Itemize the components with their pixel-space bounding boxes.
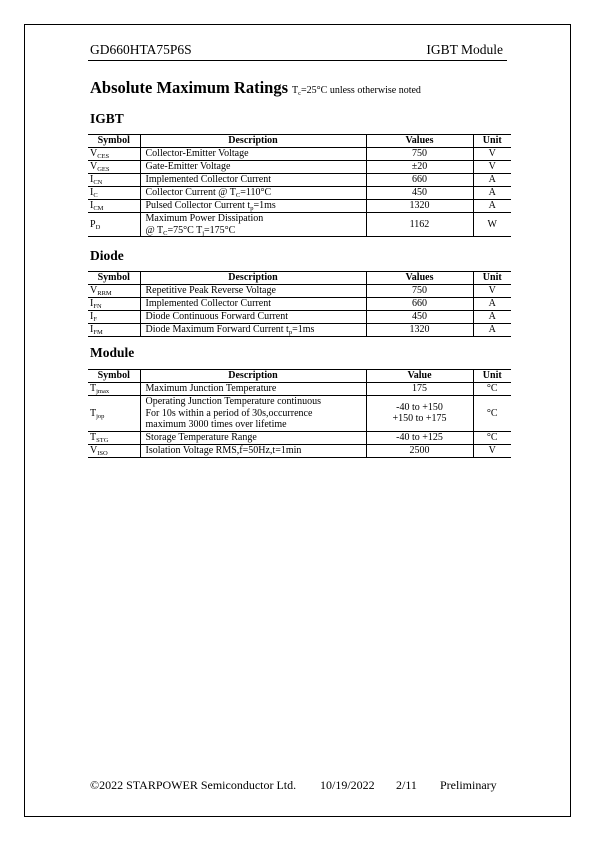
diode-ratings-table (88, 271, 511, 337)
column-header: Symbol (97, 135, 130, 146)
symbol-cell: $T_{jmax}$ (90, 383, 110, 396)
symbol-cell: $I_{FN}$ (90, 298, 102, 311)
value-cell: 1320 (366, 200, 473, 213)
unit-cell: °C (473, 383, 511, 396)
symbol-cell: $I_{CN}$ (90, 174, 103, 187)
symbol-cell: $I_{FM}$ (90, 324, 103, 337)
section-heading-module: Module (90, 345, 135, 360)
section-heading-igbt: IGBT (90, 111, 124, 126)
value-cell: 660 (366, 298, 473, 311)
table-row (88, 396, 511, 432)
module-ratings-table (88, 369, 511, 458)
unit-cell: W (473, 213, 511, 237)
table-row (88, 200, 511, 213)
value-cell: -40 to +150 +150 to +175 (366, 396, 473, 432)
table-row (88, 285, 511, 298)
table-row (88, 324, 511, 337)
description-cell: Storage Temperature Range (140, 431, 366, 444)
unit-cell: A (473, 298, 511, 311)
table-row (88, 174, 511, 187)
column-header: Value (366, 370, 473, 383)
description-cell: Isolation Voltage RMS,f=50Hz,t=1min (140, 444, 366, 457)
table-header-row (88, 272, 511, 285)
value-cell: 450 (366, 187, 473, 200)
value-cell: 175 (366, 383, 473, 396)
table-row (88, 298, 511, 311)
column-header: Description (140, 135, 366, 148)
table-row (88, 187, 511, 200)
value-cell: 2500 (366, 444, 473, 457)
value-cell: 750 (366, 148, 473, 161)
column-header: Values (366, 272, 473, 285)
table-header-row (88, 370, 511, 383)
column-header: Unit (473, 135, 511, 148)
value-cell: 750 (366, 285, 473, 298)
symbol-cell: $V_{ISO}$ (90, 444, 108, 457)
value-cell: 1162 (366, 213, 473, 237)
document-type: IGBT Module (426, 42, 503, 57)
description-cell: Pulsed Collector Current $t_p=1ms$ (140, 200, 366, 213)
table-row (88, 311, 511, 324)
symbol-cell: $V_{RRM}$ (90, 285, 112, 298)
description-cell: Diode Maximum Forward Current $t_p=1ms$ (140, 324, 366, 337)
igbt-ratings-table (88, 134, 511, 237)
header-rule (88, 60, 507, 61)
table-row (88, 148, 511, 161)
unit-cell: °C (473, 396, 511, 432)
value-cell: 660 (366, 174, 473, 187)
table-row (88, 213, 511, 237)
description-cell: Operating Junction Temperature continuous For 10s within a period of 30s,occurrence maximum 3000 times over lifetime (140, 396, 366, 432)
unit-cell: A (473, 174, 511, 187)
unit-cell: A (473, 187, 511, 200)
column-header: Values (366, 135, 473, 148)
title-main: Absolute Maximum Ratings (90, 78, 289, 97)
page-title (90, 78, 421, 98)
table-row (88, 431, 511, 444)
symbol-cell: $I_F$ (90, 311, 97, 324)
symbol-cell: $V_{GES}$ (90, 161, 110, 174)
unit-cell: V (473, 161, 511, 174)
unit-cell: °C (473, 431, 511, 444)
symbol-cell: $P_D$ (90, 218, 101, 231)
description-cell: Maximum Power Dissipation @ $T_C=75^\circ C$ $T_j=175^\circ C$ (140, 213, 366, 237)
unit-cell: A (473, 324, 511, 337)
table-header-row (88, 135, 511, 148)
symbol-cell: $I_C$ (90, 187, 98, 200)
column-header: Symbol (97, 370, 130, 381)
column-header: Unit (473, 370, 511, 383)
unit-cell: A (473, 311, 511, 324)
description-cell: Repetitive Peak Reverse Voltage (140, 285, 366, 298)
table-row (88, 444, 511, 457)
title-note: $T_c=25^\circ C$ unless otherwise noted (292, 85, 421, 97)
part-number: GD660HTA75P6S (90, 42, 192, 57)
table-row (88, 383, 511, 396)
footer-date: 10/19/2022 (320, 778, 375, 792)
description-cell: Implemented Collector Current (140, 298, 366, 311)
column-header: Unit (473, 272, 511, 285)
table-row (88, 161, 511, 174)
symbol-cell: $T_{jop}$ (90, 407, 105, 420)
description-cell: Implemented Collector Current (140, 174, 366, 187)
footer-status: Preliminary (440, 778, 497, 792)
symbol-cell: $T_{STG}$ (90, 431, 109, 444)
symbol-cell: $I_{CM}$ (90, 200, 104, 213)
value-cell: 450 (366, 311, 473, 324)
value-cell: 1320 (366, 324, 473, 337)
unit-cell: V (473, 148, 511, 161)
unit-cell: V (473, 285, 511, 298)
value-cell: -40 to +125 (366, 431, 473, 444)
section-heading-diode: Diode (90, 248, 124, 263)
description-cell: Collector Current @ $T_C=110^\circ C$ (140, 187, 366, 200)
footer-page-number: 2/11 (396, 778, 417, 792)
description-cell: Diode Continuous Forward Current (140, 311, 366, 324)
unit-cell: A (473, 200, 511, 213)
footer-copyright: ©2022 STARPOWER Semiconductor Ltd. (90, 778, 297, 792)
column-header: Description (140, 370, 366, 383)
description-cell: Gate-Emitter Voltage (140, 161, 366, 174)
symbol-cell: $V_{CES}$ (90, 148, 110, 161)
description-cell: Collector-Emitter Voltage (140, 148, 366, 161)
column-header: Symbol (97, 272, 130, 283)
value-cell: ±20 (366, 161, 473, 174)
description-cell: Maximum Junction Temperature (140, 383, 366, 396)
unit-cell: V (473, 444, 511, 457)
column-header: Description (140, 272, 366, 285)
